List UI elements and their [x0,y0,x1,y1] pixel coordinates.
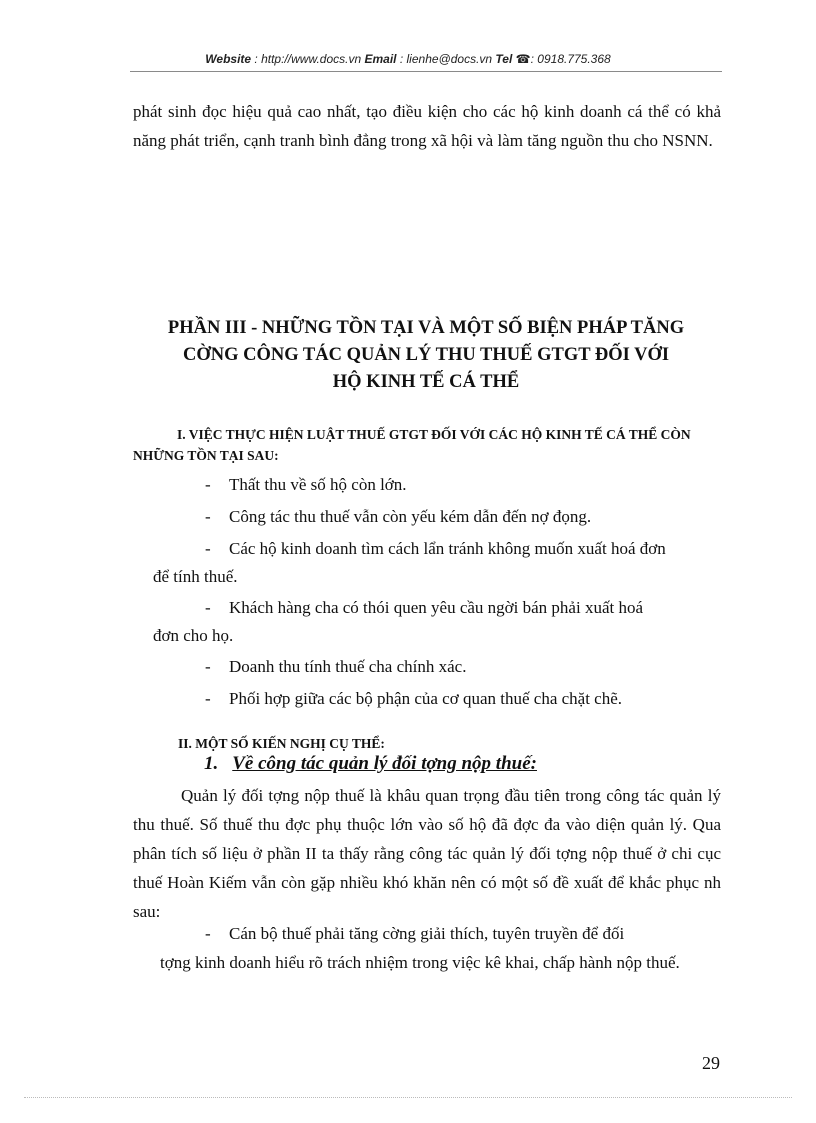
bullet-text: Doanh thu tính thuế cha chính xác. [229,657,467,676]
bullet-item [205,470,722,499]
bullet-text: Cán bộ thuế phải tăng cờng giải thích, tuyên truyền để đối [229,924,625,943]
bullet-text: Phối hợp giữa các bộ phận của cơ quan thuế cha chặt chẽ. [229,689,623,708]
bullet-text: Thất thu về số hộ còn lớn. [229,475,407,494]
bullet-item [205,652,722,681]
bullet-item [205,919,722,948]
bullet-continuation: đơn cho họ. [153,626,234,645]
heading-line-3: HỘ KINH TẾ CÁ THỂ [332,372,520,392]
bullet-dash: - [205,924,211,943]
website-value: : http://www.docs.vn [254,52,362,66]
subsection-text: Về công tác quản lý đối tợng nộp thuế: [232,753,537,774]
section-1-title: I. VIỆC THỰC HIỆN LUẬT THUẾ GTGT ĐỐI VỚI CÁC HỘ KINH TẾ CÁ THỂ CÒN NHỮNG TỒN TẠI SAU: [133,427,691,463]
email-value: : lienhe@docs.vn [399,52,493,66]
phone-icon: ☎ [515,52,531,66]
header-divider [130,71,722,72]
email-label: Email [364,52,397,66]
tel-value: : 0918.775.368 [530,52,611,66]
bullet-item [205,684,722,713]
intro-paragraph: phát sinh đọc hiệu quả cao nhất, tạo điều kiện cho các hộ kinh doanh cá thể có khả năng phát triển, cạnh tranh bình đẳng trong xã hội và làm tăng nguồn thu cho NSNN. [133,102,721,150]
bullet-text: Công tác thu thuế vẫn còn yếu kém dẫn đến nợ đọng. [229,507,592,526]
bullet-dash: - [205,539,211,558]
website-label: Website [205,52,252,66]
bullet-text: Khách hàng cha có thói quen yêu cầu ngời bán phải xuất hoá [229,598,644,617]
bullet-text: Các hộ kinh doanh tìm cách lẩn tránh không muốn xuất hoá đơn [229,539,666,558]
footer-divider [24,1097,792,1098]
bullet-item [205,593,722,622]
page-number: 29 [702,1053,720,1073]
heading-line-2: CỜNG CÔNG TÁC QUẢN LÝ THU THUẾ GTGT ĐỐI VỚI [182,345,670,365]
bullet-dash: - [205,507,211,526]
bullet-item [205,534,722,563]
bullet-dash: - [205,598,211,617]
bullet-dash: - [205,475,211,494]
bullet-dash: - [205,689,211,708]
heading-line-1: PHẦN III - NHỮNG TỒN TẠI VÀ MỘT SỐ BIỆN PHÁP TĂNG [167,318,685,338]
bullet-continuation: tợng kinh doanh hiểu rõ trách nhiệm trong việc kê khai, chấp hành nộp thuế. [160,953,680,972]
chapter-heading [120,315,732,396]
subsection-number: 1. [204,753,219,774]
tel-label: Tel [495,52,513,66]
section-2-title: II. MỘT SỐ KIẾN NGHỊ CỤ THỂ: [178,736,385,751]
bullet-item [205,502,722,531]
page-header [0,52,816,66]
bullet-dash: - [205,657,211,676]
section-2-paragraph: Quản lý đối tợng nộp thuế là khâu quan trọng đầu tiên trong công tác quản lý thu thuế. Số thuế thu đợc phụ thuộc lớn vào số hộ đã đợc đa vào diện quản lý. Qua phân tích số liệu ở phần II ta thấy rằng công tác quản lý đối tợng nộp thuế ở chi cục thuế Hoàn Kiếm vẫn còn gặp nhiều khó khăn nên có một số đề xuất để khắc phục nh sau: [133,786,721,921]
bullet-continuation: để tính thuế. [153,567,238,586]
subsection-1-title [204,753,537,775]
